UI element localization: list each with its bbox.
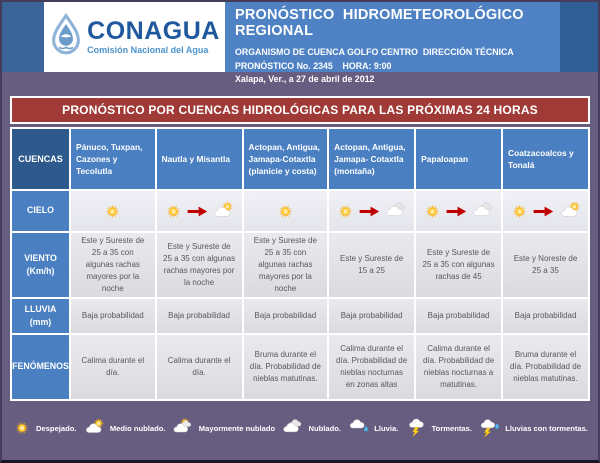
organism-line: ORGANISMO DE CUENCA GOLFO CENTRO DIRECCIÓN TÉCNICA xyxy=(235,47,514,57)
lluvia-cell: Baja probabilidad xyxy=(157,299,242,333)
logo-name: CONAGUA xyxy=(87,17,220,45)
rain-storm-icon xyxy=(477,418,501,438)
legend-item xyxy=(280,418,340,438)
legend xyxy=(2,402,598,460)
lluvia-cell: Baja probabilidad xyxy=(244,299,328,333)
column-header: Actopan, Antigua, Jamapa- Cotaxtla (montaña) xyxy=(329,129,414,189)
sun-cloud-icon xyxy=(82,418,106,438)
viento-cell: Este y Sureste de 15 a 25 xyxy=(329,233,414,297)
lluvia-cell: Baja probabilidad xyxy=(503,299,588,333)
cielo-cell xyxy=(416,191,501,231)
legend-item xyxy=(346,418,398,438)
table-corner-cuencas: CUENCAS xyxy=(12,129,69,189)
fenomenos-cell: Calima durante el día. xyxy=(157,335,242,399)
rain-icon xyxy=(346,418,370,438)
lluvia-cell: Baja probabilidad xyxy=(329,299,414,333)
cielo-cell xyxy=(329,191,414,231)
conagua-logo xyxy=(44,2,225,72)
row-label-fenomenos: FENÓMENOS xyxy=(12,335,69,399)
viento-cell: Este y Sureste de 25 a 35 con algunas rachas mayores por la noche xyxy=(71,233,155,297)
row-label-lluvia: LLUVIA (mm) xyxy=(12,299,69,333)
viento-cell: Este y Sureste de 25 a 35 con algunas rachas mayores por la noche xyxy=(244,233,328,297)
header xyxy=(2,2,598,85)
column-header: Actopan, Antigua, Jamapa-Cotaxtla (planicie y costa) xyxy=(244,129,328,189)
section-banner: PRONÓSTICO POR CUENCAS HIDROLÓGICAS PARA LAS PRÓXIMAS 24 HORAS xyxy=(10,96,590,124)
clouds-sun-icon xyxy=(171,418,195,438)
fenomenos-cell: Bruma durante el día. Probabilidad de nieblas matutinas. xyxy=(244,335,328,399)
fenomenos-cell: Calima durante el día. xyxy=(71,335,155,399)
viento-cell: Este y Sureste de 25 a 35 con algunas rachas mayores por la noche xyxy=(157,233,242,297)
column-header: Pánuco, Tuxpan, Cazones y Tecolutla xyxy=(71,129,155,189)
cielo-cell xyxy=(244,191,328,231)
legend-item xyxy=(171,418,275,438)
legend-label: Lluvia. xyxy=(374,423,399,433)
legend-label: Nublado. xyxy=(308,423,341,433)
row-label-cielo: CIELO xyxy=(12,191,69,231)
cielo-cell xyxy=(71,191,155,231)
column-header: Coatzacoalcos y Tonalá xyxy=(503,129,588,189)
lluvia-cell: Baja probabilidad xyxy=(416,299,501,333)
cielo-cell xyxy=(503,191,588,231)
fenomenos-cell: Calima durante el día. Probabilidad de nieblas nocturnas a matutinas. xyxy=(416,335,501,399)
water-drop-logo-icon xyxy=(49,13,83,62)
legend-item xyxy=(12,418,77,438)
fenomenos-cell: Bruma durante el día. Probabilidad de nieblas matutinas. xyxy=(503,335,588,399)
viento-cell: Este y Sureste de 25 a 35 con algunas rachas de 45 xyxy=(416,233,501,297)
header-left-block xyxy=(2,2,44,72)
legend-item xyxy=(82,418,166,438)
logo-subtitle: Comisión Nacional del Agua xyxy=(87,45,209,55)
storm-icon xyxy=(404,418,428,438)
row-label-viento: VIENTO (Km/h) xyxy=(12,233,69,297)
bulletin-title: PRONÓSTICO HIDROMETEOROLÓGICO REGIONAL xyxy=(235,7,528,39)
lluvia-cell: Baja probabilidad xyxy=(71,299,155,333)
forecast-table xyxy=(10,127,590,401)
column-header: Papaloapan xyxy=(416,129,501,189)
legend-label: Tormentas. xyxy=(431,423,472,433)
legend-label: Lluvias con tormentas. xyxy=(505,423,588,433)
header-title-panel xyxy=(225,2,560,85)
column-header: Nautla y Misantla xyxy=(157,129,242,189)
logo-wordmark xyxy=(87,19,220,55)
cielo-cell xyxy=(157,191,242,231)
legend-label: Medio nublado. xyxy=(109,423,166,433)
forecast-number-line: PRONÓSTICO No. 2345 HORA: 9:00 xyxy=(235,60,392,71)
date-line: Xalapa, Ver., a 27 de abril de 2012 xyxy=(235,74,375,85)
legend-item xyxy=(404,418,472,438)
header-sublines xyxy=(235,46,550,87)
legend-label: Despejado. xyxy=(36,423,77,433)
viento-cell: Este y Noreste de 25 a 35 xyxy=(503,233,588,297)
fenomenos-cell: Calima durante el día. Probabilidad de nieblas nocturnas en zonas altas xyxy=(329,335,414,399)
legend-label: Mayormente nublado xyxy=(198,423,276,433)
clouds-icon xyxy=(280,418,304,438)
sun-icon xyxy=(12,418,32,438)
header-right-block xyxy=(560,2,598,72)
legend-item xyxy=(477,418,588,438)
